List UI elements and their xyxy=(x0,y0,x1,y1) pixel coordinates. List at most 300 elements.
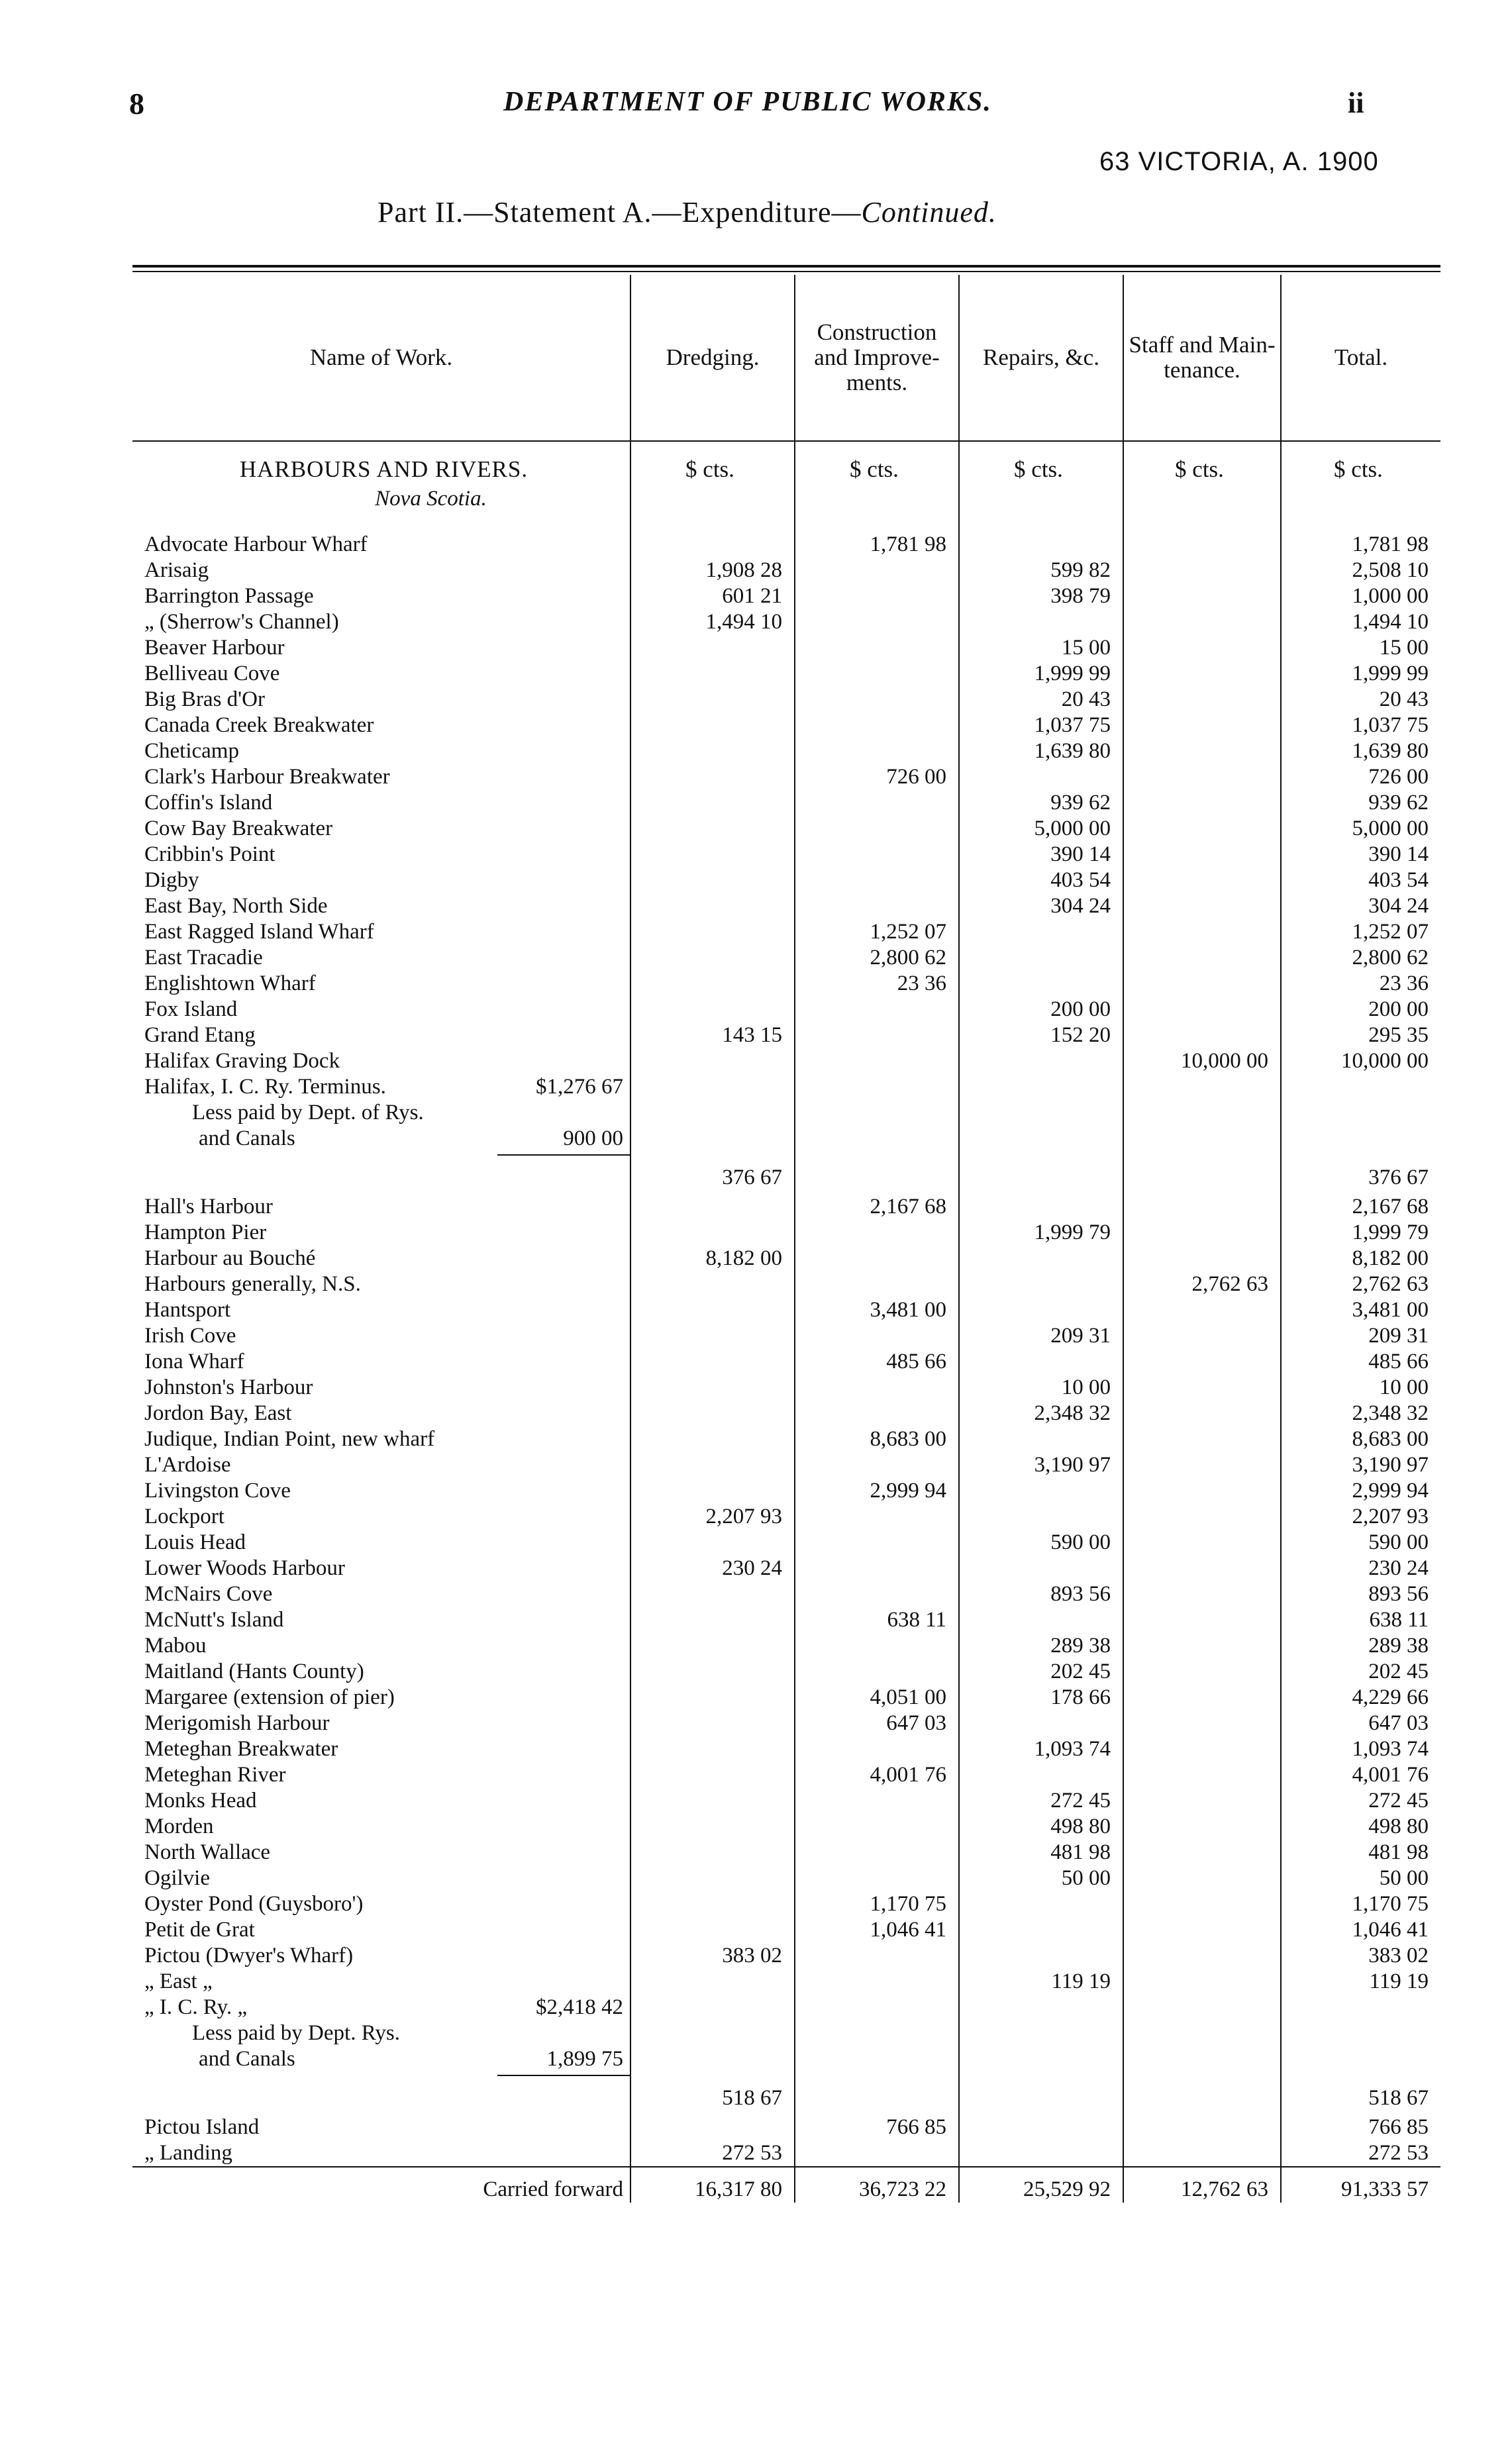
total-amount: 403 54 xyxy=(1281,868,1440,893)
staff-amount xyxy=(1123,1297,1281,1323)
carried-forward-label: Carried forward xyxy=(132,2167,630,2203)
total-amount: 590 00 xyxy=(1281,1530,1440,1556)
work-name: Meteghan River xyxy=(144,1763,286,1787)
dredging-amount xyxy=(630,893,795,919)
repairs-amount: 390 14 xyxy=(959,842,1123,868)
dredging-amount: 376 67 xyxy=(630,1152,795,1194)
staff-amount xyxy=(1123,1788,1281,1814)
table-row xyxy=(132,661,1440,687)
table-row xyxy=(132,1866,1440,1891)
table-row xyxy=(132,764,1440,790)
staff-amount xyxy=(1123,2072,1281,2115)
work-name: Jordon Bay, East xyxy=(144,1401,292,1425)
repairs-amount xyxy=(959,1943,1123,1969)
dredging-amount xyxy=(630,1659,795,1685)
total-amount: 20 43 xyxy=(1281,687,1440,713)
repairs-amount xyxy=(959,1246,1123,1271)
repairs-amount xyxy=(959,2140,1123,2167)
dredging-amount xyxy=(630,919,795,945)
work-name: Margaree (extension of pier) xyxy=(144,1685,395,1709)
repairs-amount xyxy=(959,971,1123,997)
col-header-staff: Staff and Maintenance. xyxy=(1123,275,1281,441)
total-total: 91,333 57 xyxy=(1281,2167,1440,2203)
staff-amount xyxy=(1123,2046,1281,2072)
work-name: Englishtown Wharf xyxy=(144,971,316,995)
staff-amount xyxy=(1123,764,1281,790)
construction-amount xyxy=(795,1530,959,1556)
staff-amount xyxy=(1123,2115,1281,2140)
total-amount: 2,800 62 xyxy=(1281,945,1440,971)
total-amount: 2,167 68 xyxy=(1281,1194,1440,1220)
repairs-amount: 1,037 75 xyxy=(959,713,1123,738)
repairs-amount xyxy=(959,1607,1123,1633)
dredging-amount xyxy=(630,764,795,790)
construction-amount xyxy=(795,609,959,635)
staff-amount xyxy=(1123,893,1281,919)
construction-amount: 1,781 98 xyxy=(795,532,959,558)
repairs-amount: 403 54 xyxy=(959,868,1123,893)
dredging-amount xyxy=(630,1685,795,1711)
work-name: Iona Wharf xyxy=(144,1350,244,1373)
table-row xyxy=(132,893,1440,919)
staff-amount xyxy=(1123,1504,1281,1530)
table-row xyxy=(132,2115,1440,2140)
total-amount: 518 67 xyxy=(1281,2072,1440,2115)
table-row xyxy=(132,1659,1440,1685)
construction-amount: 647 03 xyxy=(795,1711,959,1736)
total-amount: 202 45 xyxy=(1281,1659,1440,1685)
construction-amount: 23 36 xyxy=(795,971,959,997)
repairs-total: 25,529 92 xyxy=(959,2167,1123,2203)
repairs-amount: 590 00 xyxy=(959,1530,1123,1556)
construction-amount xyxy=(795,893,959,919)
construction-amount xyxy=(795,1220,959,1246)
staff-amount xyxy=(1123,1866,1281,1891)
dredging-amount xyxy=(630,1581,795,1607)
work-name: Hampton Pier xyxy=(144,1220,267,1244)
total-amount: 209 31 xyxy=(1281,1323,1440,1349)
total-amount: 481 98 xyxy=(1281,1840,1440,1866)
table-row xyxy=(132,1891,1440,1917)
session-label: 63 VICTORIA, A. 1900 xyxy=(1099,147,1379,176)
staff-amount xyxy=(1123,1530,1281,1556)
work-name-text: Halifax, I. C. Ry. Terminus. xyxy=(144,1075,386,1099)
table-row xyxy=(132,1401,1440,1426)
dredging-amount xyxy=(630,1297,795,1323)
dredging-amount xyxy=(630,1452,795,1478)
table-row xyxy=(132,635,1440,661)
dredging-amount xyxy=(630,713,795,738)
table-row xyxy=(132,816,1440,842)
staff-amount xyxy=(1123,713,1281,738)
repairs-amount: 202 45 xyxy=(959,1659,1123,1685)
construction-amount xyxy=(795,1581,959,1607)
section-heading: HARBOURS AND RIVERS. xyxy=(239,456,529,482)
page-number: 8 xyxy=(129,87,144,121)
deduction-note: Less paid by Dept. Rys. xyxy=(192,2021,400,2045)
staff-amount xyxy=(1123,919,1281,945)
work-name: Big Bras d'Or xyxy=(144,687,265,711)
dredging-amount: 230 24 xyxy=(630,1556,795,1581)
table-row xyxy=(132,1452,1440,1478)
dredging-amount xyxy=(630,816,795,842)
construction-amount xyxy=(795,1840,959,1866)
work-name: Hantsport xyxy=(144,1298,231,1322)
header-rule-thin xyxy=(132,271,1440,272)
work-name: East Bay, North Side xyxy=(144,894,328,918)
construction-amount xyxy=(795,1788,959,1814)
staff-amount xyxy=(1123,1323,1281,1349)
construction-amount xyxy=(795,1943,959,1969)
construction-amount xyxy=(795,738,959,764)
dredging-amount: 2,207 93 xyxy=(630,1504,795,1530)
total-amount: 2,999 94 xyxy=(1281,1478,1440,1504)
repairs-amount: 1,639 80 xyxy=(959,738,1123,764)
table-row xyxy=(132,2020,1440,2046)
repairs-amount xyxy=(959,1074,1123,1100)
gross-amount: $1,276 67 xyxy=(536,1075,623,1099)
repairs-amount: 152 20 xyxy=(959,1022,1123,1048)
construction-amount xyxy=(795,1152,959,1194)
department-title: DEPARTMENT OF PUBLIC WORKS. xyxy=(503,87,992,117)
repairs-amount xyxy=(959,945,1123,971)
work-name: Pictou Island xyxy=(144,2115,260,2139)
staff-amount xyxy=(1123,1659,1281,1685)
work-name: East Ragged Island Wharf xyxy=(144,920,374,944)
construction-amount: 4,051 00 xyxy=(795,1685,959,1711)
table-row xyxy=(132,1607,1440,1633)
deduction-amount: 900 00 xyxy=(563,1126,623,1150)
table-row xyxy=(132,1074,1440,1100)
total-amount: 4,229 66 xyxy=(1281,1685,1440,1711)
staff-amount xyxy=(1123,816,1281,842)
table-row xyxy=(132,1246,1440,1271)
staff-amount xyxy=(1123,1401,1281,1426)
table-row xyxy=(132,1711,1440,1736)
dredging-amount xyxy=(630,1917,795,1943)
staff-amount xyxy=(1123,1349,1281,1375)
staff-amount xyxy=(1123,2020,1281,2046)
total-amount: 893 56 xyxy=(1281,1581,1440,1607)
dredging-amount xyxy=(630,1100,795,1126)
repairs-amount xyxy=(959,1349,1123,1375)
construction-amount xyxy=(795,1271,959,1297)
staff-amount xyxy=(1123,609,1281,635)
dredging-amount: 601 21 xyxy=(630,583,795,609)
table-row xyxy=(132,1840,1440,1866)
construction-amount: 1,170 75 xyxy=(795,1891,959,1917)
dredging-amount xyxy=(630,687,795,713)
staff-amount xyxy=(1123,1995,1281,2020)
repairs-amount xyxy=(959,1297,1123,1323)
dredging-amount xyxy=(630,790,795,816)
section-heading-row xyxy=(132,441,1440,486)
work-name: Petit de Grat xyxy=(144,1918,255,1942)
staff-amount xyxy=(1123,583,1281,609)
dredging-total: 16,317 80 xyxy=(630,2167,795,2203)
repairs-amount: 498 80 xyxy=(959,1814,1123,1840)
table-row xyxy=(132,1762,1440,1788)
work-name: Belliveau Cove xyxy=(144,662,280,685)
unit-label: $ cts. xyxy=(795,441,959,486)
construction-amount xyxy=(795,1246,959,1271)
work-name: „ Landing xyxy=(144,2141,232,2165)
repairs-amount xyxy=(959,1891,1123,1917)
table-row xyxy=(132,687,1440,713)
total-amount: 200 00 xyxy=(1281,997,1440,1022)
construction-amount: 1,046 41 xyxy=(795,1917,959,1943)
total-amount: 1,494 10 xyxy=(1281,609,1440,635)
dredging-amount xyxy=(630,1478,795,1504)
province-heading: Nova Scotia. xyxy=(375,487,487,511)
total-amount xyxy=(1281,2020,1440,2046)
total-amount: 2,762 63 xyxy=(1281,1271,1440,1297)
dredging-amount: 518 67 xyxy=(630,2072,795,2115)
total-amount: 1,252 07 xyxy=(1281,919,1440,945)
construction-amount xyxy=(795,1048,959,1074)
table-row xyxy=(132,1736,1440,1762)
construction-amount: 2,800 62 xyxy=(795,945,959,971)
staff-amount xyxy=(1123,997,1281,1022)
total-amount: 119 19 xyxy=(1281,1969,1440,1995)
total-amount: 10 00 xyxy=(1281,1375,1440,1401)
total-amount: 1,999 99 xyxy=(1281,661,1440,687)
work-name: McNairs Cove xyxy=(144,1582,273,1606)
table-row xyxy=(132,1478,1440,1504)
staff-amount xyxy=(1123,1478,1281,1504)
repairs-amount xyxy=(959,1048,1123,1074)
total-amount xyxy=(1281,2046,1440,2072)
table-row xyxy=(132,532,1440,558)
construction-amount: 2,167 68 xyxy=(795,1194,959,1220)
table-row xyxy=(132,738,1440,764)
total-amount: 272 53 xyxy=(1281,2140,1440,2167)
construction-amount xyxy=(795,1814,959,1840)
net-rule-cell xyxy=(132,1152,630,1194)
work-name: Fox Island xyxy=(144,997,238,1021)
table-row xyxy=(132,1917,1440,1943)
staff-amount xyxy=(1123,1581,1281,1607)
dredging-amount xyxy=(630,1401,795,1426)
construction-amount xyxy=(795,842,959,868)
total-amount: 939 62 xyxy=(1281,790,1440,816)
total-amount: 390 14 xyxy=(1281,842,1440,868)
dredging-amount xyxy=(630,1995,795,2020)
construction-amount: 766 85 xyxy=(795,2115,959,2140)
work-name: Lockport xyxy=(144,1505,225,1528)
repairs-amount: 481 98 xyxy=(959,1840,1123,1866)
work-name: Harbour au Bouché xyxy=(144,1246,316,1270)
repairs-amount xyxy=(959,1762,1123,1788)
statement-title xyxy=(378,195,997,229)
repairs-amount: 2,348 32 xyxy=(959,1401,1123,1426)
repairs-amount xyxy=(959,2020,1123,2046)
repairs-amount: 599 82 xyxy=(959,558,1123,583)
total-amount: 1,639 80 xyxy=(1281,738,1440,764)
table-row xyxy=(132,1995,1440,2020)
table-row xyxy=(132,1349,1440,1375)
table-row xyxy=(132,1271,1440,1297)
table-row xyxy=(132,1194,1440,1220)
deduction-amount: 1,899 75 xyxy=(546,2047,623,2071)
repairs-amount: 119 19 xyxy=(959,1969,1123,1995)
work-name: Canada Creek Breakwater xyxy=(144,713,374,737)
total-amount: 272 45 xyxy=(1281,1788,1440,1814)
staff-amount xyxy=(1123,635,1281,661)
total-amount: 1,781 98 xyxy=(1281,532,1440,558)
repairs-amount xyxy=(959,1194,1123,1220)
work-name: L'Ardoise xyxy=(144,1453,231,1477)
repairs-amount xyxy=(959,1711,1123,1736)
table-row xyxy=(132,2140,1440,2167)
work-name: McNutt's Island xyxy=(144,1608,284,1632)
work-name: East Tracadie xyxy=(144,946,263,970)
work-name: Ogilvie xyxy=(144,1866,210,1890)
total-amount: 485 66 xyxy=(1281,1349,1440,1375)
work-name: Oyster Pond (Guysboro') xyxy=(144,1892,364,1916)
table-row xyxy=(132,1685,1440,1711)
dredging-amount: 1,494 10 xyxy=(630,609,795,635)
work-name: Johnston's Harbour xyxy=(144,1375,313,1399)
dredging-amount xyxy=(630,1633,795,1659)
statement-title-continued: Continued. xyxy=(861,196,997,228)
table-row xyxy=(132,1556,1440,1581)
table-row xyxy=(132,919,1440,945)
repairs-amount: 939 62 xyxy=(959,790,1123,816)
repairs-amount: 1,999 79 xyxy=(959,1220,1123,1246)
table-row xyxy=(132,713,1440,738)
construction-amount: 2,999 94 xyxy=(795,1478,959,1504)
repairs-amount xyxy=(959,532,1123,558)
total-amount xyxy=(1281,1074,1440,1100)
total-amount: 766 85 xyxy=(1281,2115,1440,2140)
table-row xyxy=(132,1375,1440,1401)
staff-amount xyxy=(1123,1840,1281,1866)
dredging-amount xyxy=(630,997,795,1022)
repairs-amount: 1,093 74 xyxy=(959,1736,1123,1762)
dredging-amount xyxy=(630,1840,795,1866)
construction-amount xyxy=(795,1995,959,2020)
work-name: Judique, Indian Point, new wharf xyxy=(144,1427,435,1451)
dredging-amount xyxy=(630,1323,795,1349)
dredging-amount xyxy=(630,1074,795,1100)
repairs-amount: 15 00 xyxy=(959,635,1123,661)
table-row xyxy=(132,609,1440,635)
construction-amount: 1,252 07 xyxy=(795,919,959,945)
repairs-amount xyxy=(959,1917,1123,1943)
total-amount: 304 24 xyxy=(1281,893,1440,919)
repairs-amount: 200 00 xyxy=(959,997,1123,1022)
dredging-amount: 143 15 xyxy=(630,1022,795,1048)
table-row xyxy=(132,1633,1440,1659)
repairs-amount: 304 24 xyxy=(959,893,1123,919)
column-header-row xyxy=(132,275,1440,441)
staff-amount xyxy=(1123,1126,1281,1152)
staff-amount xyxy=(1123,790,1281,816)
staff-amount xyxy=(1123,1736,1281,1762)
page-roman-numeral: ii xyxy=(1348,87,1364,119)
staff-amount xyxy=(1123,1891,1281,1917)
repairs-amount xyxy=(959,609,1123,635)
work-name: Beaver Harbour xyxy=(144,636,285,660)
construction-amount xyxy=(795,1556,959,1581)
deduction-label: and Canals xyxy=(199,2047,295,2071)
work-name: Arisaig xyxy=(144,558,209,582)
dredging-amount xyxy=(630,635,795,661)
work-name: Monks Head xyxy=(144,1789,257,1813)
dredging-amount: 8,182 00 xyxy=(630,1246,795,1271)
total-amount: 230 24 xyxy=(1281,1556,1440,1581)
work-name: Maitland (Hants County) xyxy=(144,1660,364,1683)
col-header-dredging: Dredging. xyxy=(630,275,795,441)
repairs-amount xyxy=(959,1995,1123,2020)
construction-amount xyxy=(795,1659,959,1685)
staff-amount xyxy=(1123,1426,1281,1452)
work-name: Lower Woods Harbour xyxy=(144,1556,345,1580)
repairs-amount: 1,999 99 xyxy=(959,661,1123,687)
construction-amount xyxy=(795,1401,959,1426)
col-header-repairs: Repairs, &c. xyxy=(959,275,1123,441)
unit-label: $ cts. xyxy=(959,441,1123,486)
dredging-amount xyxy=(630,1220,795,1246)
work-name: Pictou (Dwyer's Wharf) xyxy=(144,1944,354,1968)
construction-amount xyxy=(795,997,959,1022)
repairs-amount: 398 79 xyxy=(959,583,1123,609)
construction-amount xyxy=(795,2046,959,2072)
repairs-amount: 209 31 xyxy=(959,1323,1123,1349)
staff-amount xyxy=(1123,1762,1281,1788)
net-rule-cell xyxy=(132,2072,630,2115)
table-row xyxy=(132,868,1440,893)
total-amount: 3,190 97 xyxy=(1281,1452,1440,1478)
work-name-text: „ I. C. Ry. „ xyxy=(144,1995,248,2019)
table-row xyxy=(132,1297,1440,1323)
construction-amount xyxy=(795,583,959,609)
total-amount: 10,000 00 xyxy=(1281,1048,1440,1074)
dredging-amount: 383 02 xyxy=(630,1943,795,1969)
construction-amount xyxy=(795,2072,959,2115)
work-name: Digby xyxy=(144,868,199,892)
construction-amount xyxy=(795,635,959,661)
construction-amount xyxy=(795,558,959,583)
construction-amount xyxy=(795,1504,959,1530)
construction-amount xyxy=(795,1100,959,1126)
dredging-amount xyxy=(630,1349,795,1375)
dredging-amount xyxy=(630,1788,795,1814)
work-name xyxy=(132,1995,630,2020)
staff-amount xyxy=(1123,971,1281,997)
staff-amount xyxy=(1123,1556,1281,1581)
dredging-amount xyxy=(630,1375,795,1401)
total-amount: 1,037 75 xyxy=(1281,713,1440,738)
total-amount: 2,508 10 xyxy=(1281,558,1440,583)
col-header-total: Total. xyxy=(1281,275,1440,441)
dredging-amount xyxy=(630,1736,795,1762)
construction-amount xyxy=(795,1969,959,1995)
expenditure-table xyxy=(132,275,1440,2203)
work-name: „ (Sherrow's Channel) xyxy=(144,610,339,634)
construction-amount xyxy=(795,816,959,842)
repairs-amount: 272 45 xyxy=(959,1788,1123,1814)
deduction-note xyxy=(132,2046,630,2072)
table-row xyxy=(132,558,1440,583)
table-row xyxy=(132,1152,1440,1194)
dredging-amount xyxy=(630,2020,795,2046)
staff-amount xyxy=(1123,1943,1281,1969)
staff-amount xyxy=(1123,1022,1281,1048)
total-amount: 383 02 xyxy=(1281,1943,1440,1969)
repairs-amount xyxy=(959,1271,1123,1297)
